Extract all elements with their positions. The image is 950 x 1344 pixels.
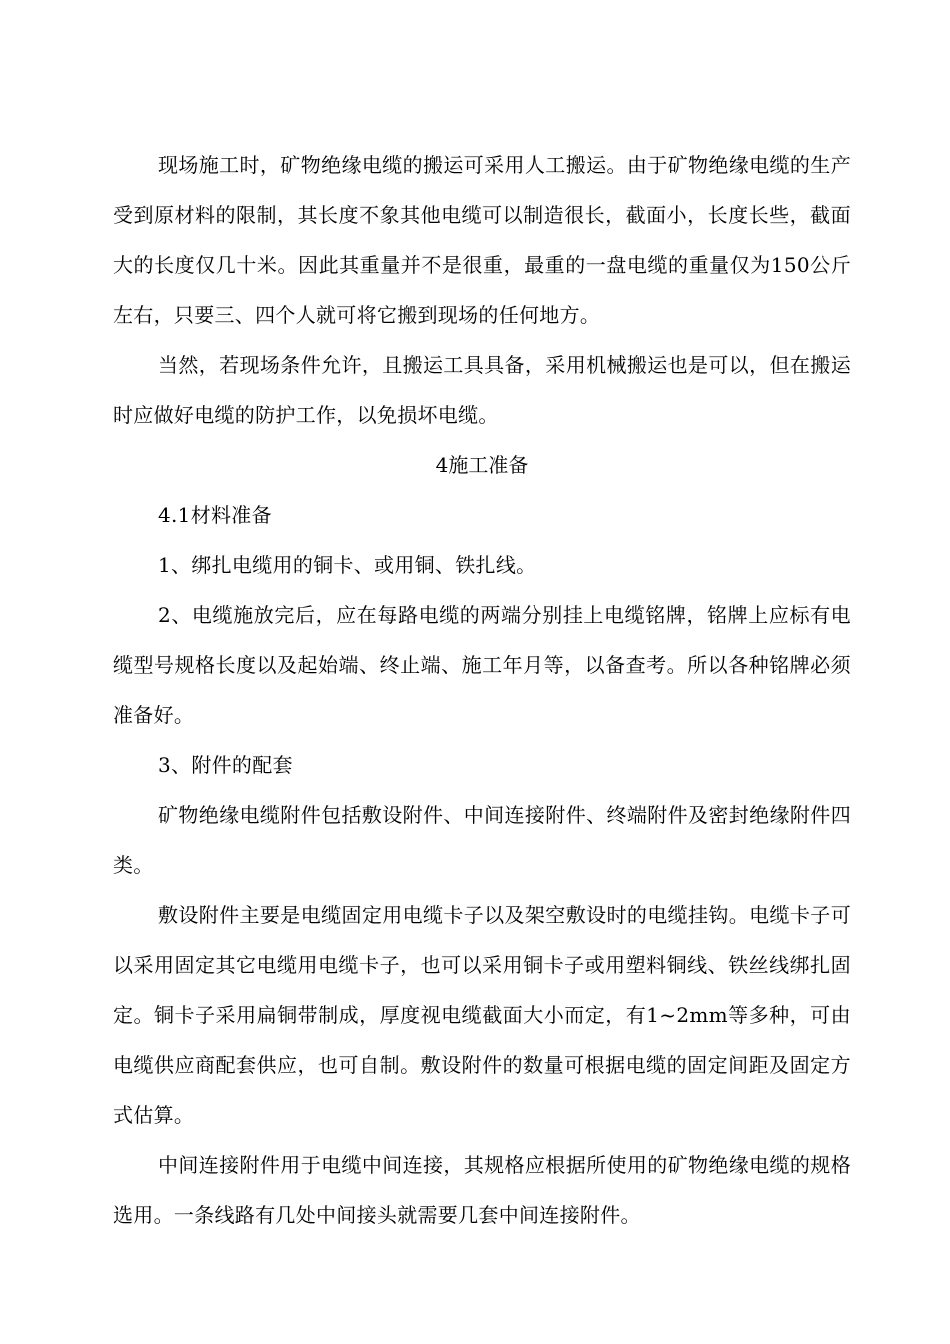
document-body (113, 140, 851, 1240)
list-item-cable-tags: 2、电缆施放完后，应在每路电缆的两端分别挂上电缆铭牌，铭牌上应标有电缆型号规格长度以及起始端、终止端、施工年月等，以备查考。所以各种铭牌必须准备好。 (113, 603, 851, 727)
paragraph-joint-accessories: 中间连接附件用于电缆中间连接，其规格应根据所使用的矿物绝缘电缆的规格选用。一条线路有几处中间接头就需要几套中间连接附件。 (113, 1153, 851, 1227)
paragraph-laying-accessories: 敷设附件主要是电缆固定用电缆卡子以及架空敷设时的电缆挂钩。电缆卡子可以采用固定其它电缆用电缆卡子，也可以采用铜卡子或用塑料铜线、铁丝线绑扎固定。铜卡子采用扁铜带制成，厚度视电缆截面大小而定，有1~2mm等多种，可由电缆供应商配套供应，也可自制。敷设附件的数量可根据电缆的固定间距及固定方式估算。 (113, 903, 851, 1127)
paragraph-transport-mechanical: 当然，若现场条件允许，且搬运工具具备，采用机械搬运也是可以，但在搬运时应做好电缆的防护工作，以免损坏电缆。 (113, 353, 851, 427)
list-item-binding-wire: 1、绑扎电缆用的铜卡、或用铜、铁扎线。 (158, 553, 537, 577)
section-heading: 4施工准备 (435, 453, 529, 477)
paragraph-accessory-types: 矿物绝缘电缆附件包括敷设附件、中间连接附件、终端附件及密封绝缘附件四类。 (113, 803, 851, 877)
list-item-accessories: 3、附件的配套 (158, 753, 293, 777)
subsection-heading: 4.1材料准备 (158, 503, 272, 527)
paragraph-transport-manual: 现场施工时，矿物绝缘电缆的搬运可采用人工搬运。由于矿物绝缘电缆的生产受到原材料的限制，其长度不象其他电缆可以制造很长，截面小，长度长些，截面大的长度仅几十米。因此其重量并不是很重，最重的一盘电缆的重量仅为150公斤左右，只要三、四个人就可将它搬到现场的任何地方。 (113, 153, 851, 327)
